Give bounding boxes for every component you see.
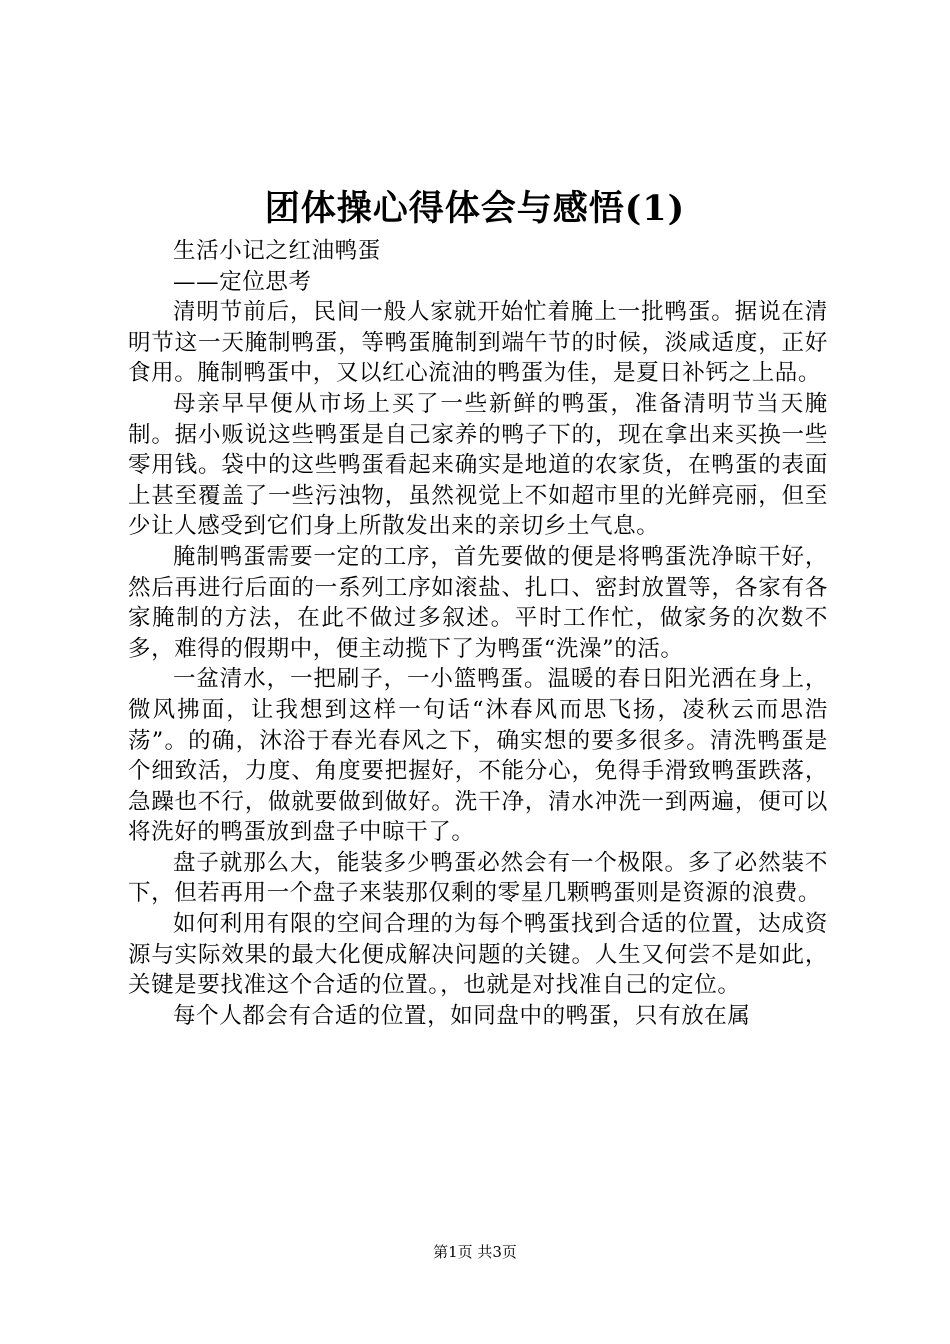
paragraph: 一盆清水，一把刷子，一小篮鸭蛋。温暖的春日阳光洒在身上，微风拂面，让我想到这样一句话“沐春风而思飞扬，凌秋云而思浩荡”。的确，沐浴于春光春风之下，确实想的要多很多。清洗鸭蛋是个细致活，力度、角度要把握好，不能分心，免得手滑致鸭蛋跌落，急躁也不行，做就要做到做好。洗干净，清水冲洗一到两遍，便可以将洗好的鸭蛋放到盘子中晾干了。 <box>128 666 828 846</box>
subtitle-2: ——定位思考 <box>173 268 312 295</box>
paragraph: 每个人都会有合适的位置，如同盘中的鸭蛋，只有放在属 <box>173 1002 751 1029</box>
paragraph: 如何利用有限的空间合理的为每个鸭蛋找到合适的位置，达成资源与实际效果的最大化便成解决问题的关键。人生又何尝不是如此，关键是要找准这个合适的位置。，也就是对找准自己的定位。 <box>128 911 828 999</box>
document-title: 团体操心得体会与感悟(1) <box>264 188 686 229</box>
paragraph: 清明节前后，民间一般人家就开始忙着腌上一批鸭蛋。据说在清明节这一天腌制鸭蛋，等鸭蛋腌制到端午节的时候，淡咸适度，正好食用。腌制鸭蛋中，又以红心流油的鸭蛋为佳，是夏日补钙之上品。 <box>128 299 828 387</box>
paragraph: 盘子就那么大，能装多少鸭蛋必然会有一个极限。多了必然装不下，但若再用一个盘子来装那仅剩的零星几颗鸭蛋则是资源的浪费。 <box>128 849 828 907</box>
paragraph: 腌制鸭蛋需要一定的工序，首先要做的便是将鸭蛋洗净晾干好，然后再进行后面的一系列工序如滚盐、扎口、密封放置等，各家有各家腌制的方法，在此不做过多叙述。平时工作忙，做家务的次数不多，难得的假期中，便主动揽下了为鸭蛋“洗澡”的活。 <box>128 543 828 662</box>
subtitle: 生活小记之红油鸭蛋 <box>173 238 381 264</box>
page-number: 第1页 共3页 <box>433 1243 517 1261</box>
paragraph: 母亲早早便从市场上买了一些新鲜的鸭蛋，准备清明节当天腌制。据小贩说这些鸭蛋是自己家养的鸭子下的，现在拿出来买换一些零用钱。袋中的这些鸭蛋看起来确实是地道的农家货，在鸭蛋的表面上甚至覆盖了一些污浊物，虽然视觉上不如超市里的光鲜亮丽，但至少让人感受到它们身上所散发出来的亲切乡土气息。 <box>128 390 828 540</box>
document-body <box>128 236 828 1031</box>
